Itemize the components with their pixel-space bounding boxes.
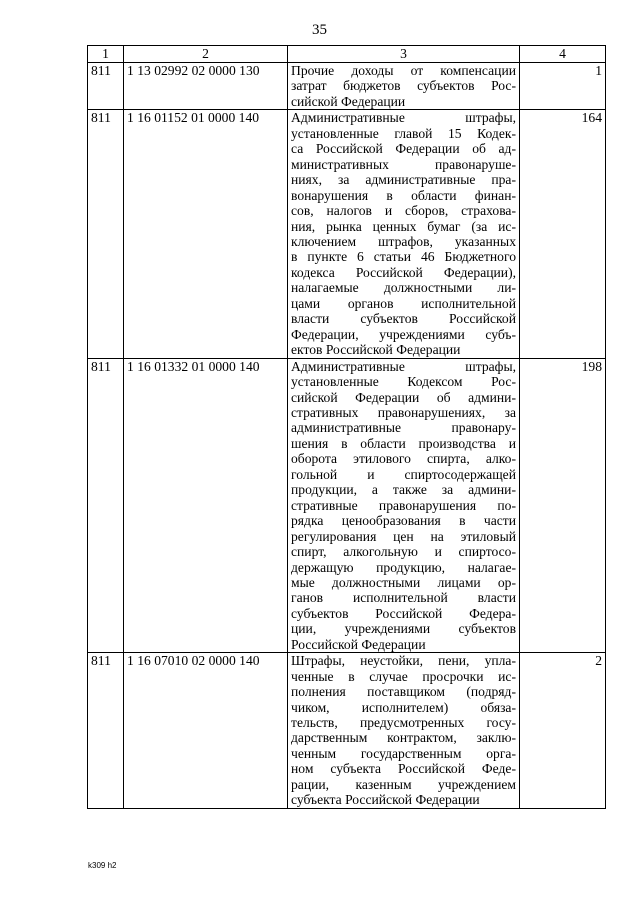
description-line: Федерации, учреждениями субъ- [291,326,516,342]
description-line: ном субъекта Российской Феде- [291,761,516,777]
description-line: гольной и спиртосодержащей [291,466,516,482]
description-line: ниях, за административные пра- [291,172,516,188]
description-line: ченным государственным орга- [291,745,516,761]
description-line: продукции, а также за админи- [291,482,516,498]
column-header-2: 2 [124,46,288,63]
amount-cell: 164 [520,110,606,358]
description-line: спирт, алкогольную и спиртосо- [291,544,516,560]
description-line: ключением штрафов, указанных [291,233,516,249]
description-line: оборота этилового спирта, алко- [291,451,516,467]
description-line: министративных правонаруше- [291,156,516,172]
description-line: стративные правонарушения по- [291,497,516,513]
description-cell [288,358,520,653]
description-line: субъекта Российской Федерации [291,792,480,808]
table-row [88,653,606,809]
amount-cell: 198 [520,358,606,653]
table-header-row [88,46,606,63]
description-line: налагаемые должностными ли- [291,280,516,296]
description-cell [288,653,520,809]
description-line: полнения поставщиком (подряд- [291,684,516,700]
revenue-code-cell: 1 16 01332 01 0000 140 [124,358,288,653]
description-line: субъектов Российской Федера- [291,605,516,621]
revenue-code-cell: 1 16 07010 02 0000 140 [124,653,288,809]
description-line: Административные штрафы, [291,110,516,126]
column-header-3: 3 [288,46,520,63]
footer-code: k309 h2 [88,861,117,870]
description-line: административные правонару- [291,420,516,436]
table-row [88,110,606,358]
table-row [88,63,606,110]
description-line: власти субъектов Российской [291,311,516,327]
description-line: стративных правонарушениях, за [291,404,516,420]
description-line: регулирования цен на этиловый [291,528,516,544]
description-line: кодекса Российской Федерации), [291,264,516,280]
description-line: Штрафы, неустойки, пени, упла- [291,653,516,669]
description-line: мые должностными лицами ор- [291,574,516,590]
description-line: вонарушения в области финан- [291,187,516,203]
page-number: 35 [312,22,327,38]
description-line: Административные штрафы, [291,358,516,374]
description-line: рядка ценообразования в части [291,513,516,529]
description-line: затрат бюджетов субъектов Рос- [291,78,516,94]
description-line: ганов исполнительной власти [291,590,516,606]
admin-code-cell: 811 [88,653,124,809]
description-line: установленные Кодексом Рос- [291,374,516,390]
table-row [88,358,606,653]
description-line: Прочие доходы от компенсации [291,63,516,78]
description-line: шения в области производства и [291,435,516,451]
description-line: тельств, предусмотренных госу- [291,715,516,731]
description-cell [288,110,520,358]
description-line: цами органов исполнительной [291,295,516,311]
description-line: ния, рынка ценных бумаг (за ис- [291,218,516,234]
revenue-code-cell: 1 13 02992 02 0000 130 [124,63,288,110]
description-line: са Российской Федерации об ад- [291,141,516,157]
description-line: дарственным контрактом, заклю- [291,730,516,746]
description-line: чиком, исполнителем) обяза- [291,699,516,715]
column-header-4: 4 [520,46,606,63]
admin-code-cell: 811 [88,110,124,358]
amount-cell: 1 [520,63,606,110]
description-line: в пункте 6 статьи 46 Бюджетного [291,249,516,265]
description-line: сийской Федерации об админи- [291,389,516,405]
column-header-1: 1 [88,46,124,63]
amount-cell: 2 [520,653,606,809]
revenue-code-cell: 1 16 01152 01 0000 140 [124,110,288,358]
description-cell [288,63,520,110]
description-line: сийской Федерации [291,93,406,109]
description-line: Российской Федерации [291,636,426,652]
admin-code-cell: 811 [88,358,124,653]
admin-code-cell: 811 [88,63,124,110]
description-line: сов, налогов и сборов, страхова- [291,203,516,219]
description-line: ченные в случае просрочки ис- [291,668,516,684]
description-line: рации, казенным учреждением [291,776,516,792]
revenue-table [87,45,606,809]
description-line: держащую продукцию, налагае- [291,559,516,575]
description-line: установленные главой 15 Кодек- [291,125,516,141]
description-line: ции, учреждениями субъектов [291,621,516,637]
description-line: ектов Российской Федерации [291,342,461,358]
